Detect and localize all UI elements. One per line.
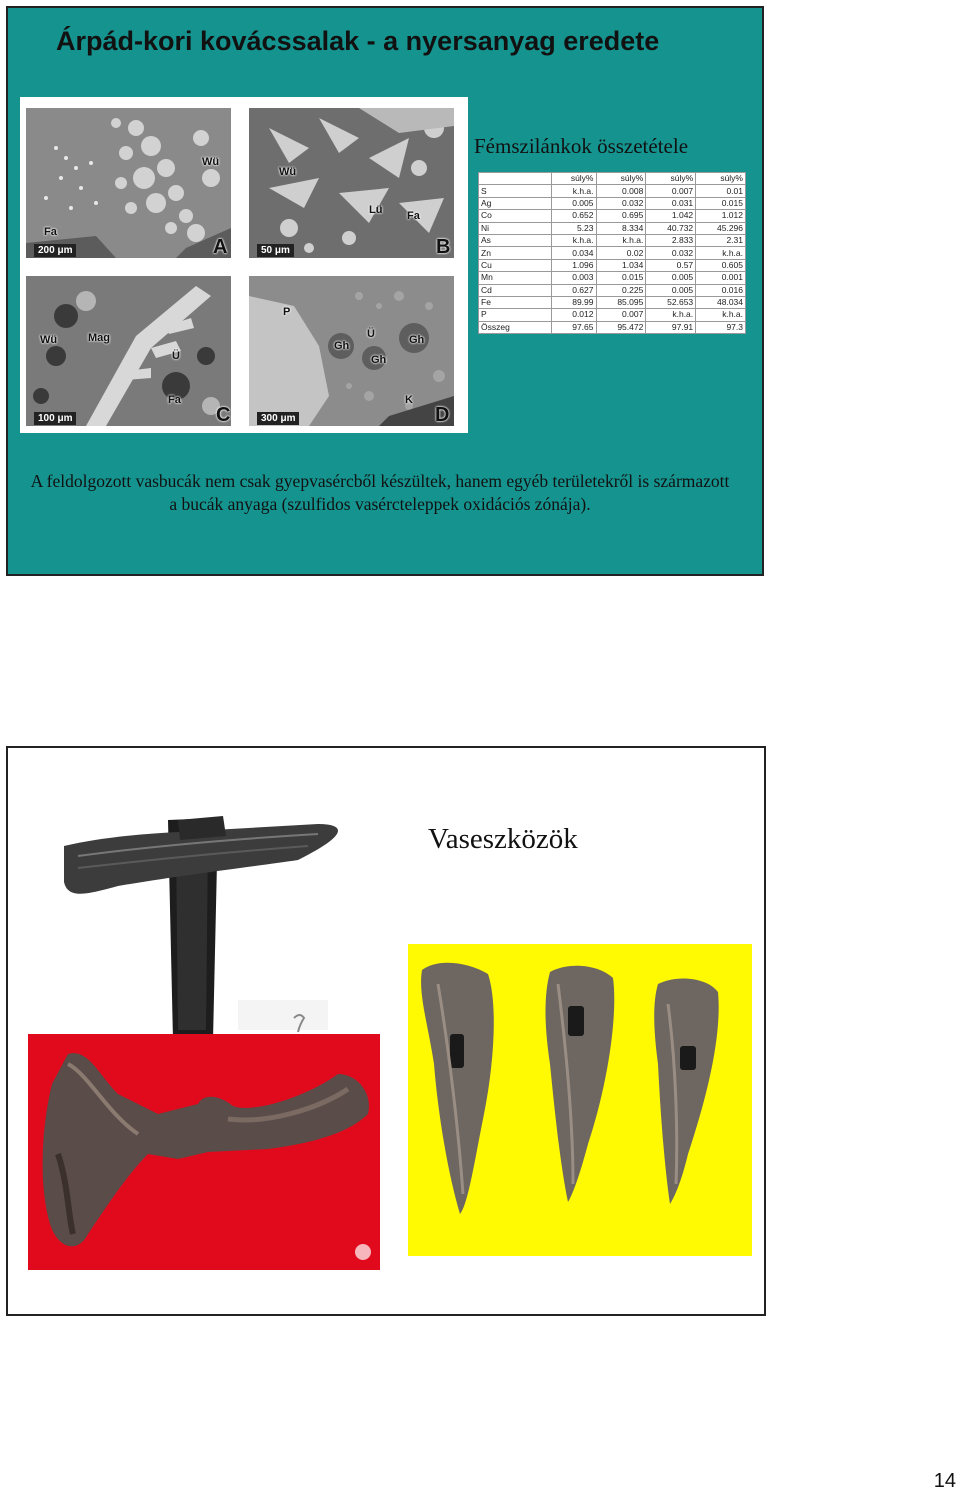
panel-letter: C [216,404,231,426]
value-cell: k.h.a. [696,309,746,321]
value-cell: 0.57 [646,259,696,271]
scale-bar: 200 μm [34,244,76,257]
value-cell: 1.096 [552,259,597,271]
header-cell: súly% [552,173,597,185]
table-row [479,259,746,271]
element-cell: As [479,234,552,246]
value-cell: 0.225 [596,284,646,296]
micrograph-c [26,276,231,426]
value-cell: k.h.a. [696,247,746,259]
phase-label: P [283,306,291,318]
phase-label: Lü [369,204,383,216]
table-row [479,309,746,321]
phase-label: Fa [168,394,181,406]
scale-bar: 50 μm [257,244,294,257]
value-cell: k.h.a. [646,309,696,321]
phase-label: Gh [334,340,350,352]
value-cell: 0.605 [696,259,746,271]
table-header-row [479,173,746,185]
value-cell: 0.695 [596,210,646,222]
value-cell: 1.012 [696,210,746,222]
value-cell: 0.01 [696,185,746,197]
phase-label: Wü [202,156,220,168]
value-cell: 2.31 [696,234,746,246]
hammer-photo [58,810,378,1040]
element-cell: Zn [479,247,552,259]
micrograph-a [26,108,231,258]
value-cell: 0.003 [552,272,597,284]
element-cell: Ag [479,197,552,209]
header-cell: súly% [696,173,746,185]
value-cell: 0.034 [552,247,597,259]
scale-bar: 100 μm [34,412,76,425]
element-cell: Cd [479,284,552,296]
panel-letter: D [435,404,450,426]
value-cell: 2.833 [646,234,696,246]
axe-photo [28,1034,380,1270]
value-cell: 0.015 [696,197,746,209]
slide-1-body-text: A feldolgozott vasbucák nem csak gyepvasércből készültek, hanem egyéb területekről is származott a bucák anyaga (szulfidos vasércteleppek oxidációs zónája). [30,471,730,514]
phase-label: Mag [88,332,110,344]
value-cell: 85.095 [596,296,646,308]
value-cell: k.h.a. [596,234,646,246]
value-cell: 0.02 [596,247,646,259]
value-cell: 45.296 [696,222,746,234]
value-cell: 0.016 [696,284,746,296]
value-cell: k.h.a. [552,234,597,246]
value-cell: 0.627 [552,284,597,296]
phase-label: Fa [44,226,57,238]
table-row [479,197,746,209]
value-cell: 89.99 [552,296,597,308]
phase-label: Wü [40,334,58,346]
slide-1-title: Árpád-kori kovácssalak - a nyersanyag eredete [56,26,660,56]
header-cell: súly% [596,173,646,185]
element-cell: P [479,309,552,321]
table-row [479,284,746,296]
phase-label: Gh [371,354,387,366]
table-row [479,321,746,333]
value-cell: k.h.a. [552,185,597,197]
element-cell: Mn [479,272,552,284]
value-cell: 0.005 [552,197,597,209]
table-row [479,234,746,246]
table-row [479,210,746,222]
phase-label: Fa [407,210,420,222]
element-cell: S [479,185,552,197]
value-cell: 1.034 [596,259,646,271]
header-cell [479,173,552,185]
table-row [479,247,746,259]
value-cell: 40.732 [646,222,696,234]
value-cell: 0.032 [646,247,696,259]
element-cell: Co [479,210,552,222]
value-cell: 0.005 [646,272,696,284]
element-cell: Összeg [479,321,552,333]
phase-label: K [405,394,413,406]
page-number: 14 [933,1470,956,1492]
table-row [479,222,746,234]
value-cell: 0.005 [646,284,696,296]
value-cell: 0.007 [596,309,646,321]
value-cell: 0.012 [552,309,597,321]
value-cell: 0.007 [646,185,696,197]
value-cell: 0.652 [552,210,597,222]
value-cell: 0.008 [596,185,646,197]
header-cell: súly% [646,173,696,185]
phase-label: Ü [172,350,180,362]
value-cell: 52.653 [646,296,696,308]
table-row [479,296,746,308]
table-row [479,272,746,284]
micrograph-d [249,276,454,426]
value-cell: 48.034 [696,296,746,308]
value-cell: 0.032 [596,197,646,209]
phase-label: Wü [279,166,297,178]
value-cell: 5.23 [552,222,597,234]
phase-label: Ü [367,328,375,340]
chisels-photo [408,944,752,1256]
value-cell: 0.001 [696,272,746,284]
panel-letter: B [436,236,451,258]
value-cell: 0.015 [596,272,646,284]
table-row [479,185,746,197]
element-cell: Fe [479,296,552,308]
composition-table [478,172,746,334]
element-cell: Cu [479,259,552,271]
value-cell: 97.65 [552,321,597,333]
slide-2-title: Vaseszközök [428,823,578,855]
value-cell: 8.334 [596,222,646,234]
value-cell: 97.3 [696,321,746,333]
phase-label: Gh [409,334,425,346]
value-cell: 97.91 [646,321,696,333]
value-cell: 1.042 [646,210,696,222]
value-cell: 95.472 [596,321,646,333]
element-cell: Ni [479,222,552,234]
value-cell: 0.031 [646,197,696,209]
panel-letter: A [213,236,228,258]
composition-title: Fémszilánkok összetétele [474,134,689,158]
micrograph-b [249,108,454,258]
scale-bar: 300 μm [257,412,299,425]
